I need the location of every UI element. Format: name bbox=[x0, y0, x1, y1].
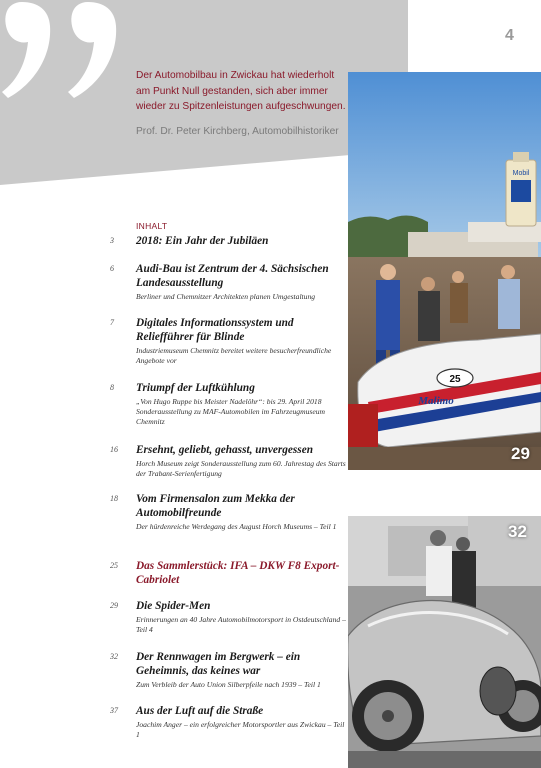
toc-subtitle: „Von Hugo Ruppe bis Meister Nadelöhr“: bis 29. April 2018 Sonderausstellung zu MAF-Automobilen im Fahrzeugmuseum Chemnitz bbox=[136, 397, 325, 426]
toc-page-number: 3 bbox=[110, 236, 114, 245]
toc-heading: INHALT bbox=[136, 221, 168, 231]
race-photo-illustration bbox=[348, 72, 541, 470]
photo-page-badge: 32 bbox=[508, 522, 527, 541]
quote-text: Der Automobilbau in Zwickau hat wiederholt am Punkt Null gestanden, sich aber immer wieder zu Spitzenleistungen aufgeschwungen. bbox=[136, 70, 346, 112]
mobil-sign-text: Mobil bbox=[512, 170, 530, 177]
page-number: 4 bbox=[505, 27, 514, 44]
toc-title: Ersehnt, geliebt, gehasst, unvergessen bbox=[136, 444, 313, 456]
race-photo bbox=[348, 72, 541, 470]
toc-title: Triumpf der Luftkühlung bbox=[136, 382, 255, 394]
toc-page-number: 7 bbox=[110, 318, 114, 327]
car-number-text: 25 bbox=[449, 374, 461, 385]
toc-title: Die Spider-Men bbox=[136, 600, 211, 612]
toc-subtitle: Der hürdenreiche Werdegang des August Horch Museums – Teil 1 bbox=[136, 522, 337, 531]
toc-page-number: 16 bbox=[110, 445, 118, 454]
quote-marks-icon bbox=[0, 0, 130, 100]
toc-page-number: 18 bbox=[110, 494, 118, 503]
toc-page-number: 8 bbox=[110, 383, 114, 392]
toc-page-number: 25 bbox=[110, 561, 118, 570]
car-livery-text: Malimo bbox=[418, 395, 454, 407]
toc-page-number: 6 bbox=[110, 264, 114, 273]
silver-arrow-photo bbox=[348, 516, 541, 768]
toc-title: Aus der Luft auf die Straße bbox=[136, 705, 264, 717]
quote-author: Prof. Dr. Peter Kirchberg, Automobilhistoriker bbox=[136, 126, 339, 137]
toc-subtitle: Horch Museum zeigt Sonderausstellung zum 60. Jahrestag des Starts der Trabant-Serienfertigung bbox=[136, 459, 346, 478]
toc-subtitle: Erinnerungen an 40 Jahre Automobilmotorsport in Ostdeutschland – Teil 4 bbox=[136, 615, 346, 634]
toc-title: Das Sammlerstück: IFA – DKW F8 Export-Cabriolet bbox=[136, 560, 340, 586]
toc-title: Audi-Bau ist Zentrum der 4. Sächsischen Landesausstellung bbox=[136, 263, 329, 289]
toc-page-number: 29 bbox=[110, 601, 118, 610]
toc-subtitle: Industriemuseum Chemnitz bereitet weitere besucherfreundliche Angebote vor bbox=[136, 346, 332, 365]
toc-title: Vom Firmensalon zum Mekka der Automobilfreunde bbox=[136, 493, 295, 519]
toc-subtitle: Zum Verbleib der Auto Union Silberpfeile nach 1939 – Teil 1 bbox=[136, 680, 321, 689]
toc-title: Digitales Informationssystem und Reliefführer für Blinde bbox=[136, 317, 294, 343]
silver-arrow-illustration bbox=[348, 516, 541, 768]
toc-title: Der Rennwagen im Bergwerk – ein Geheimnis, das keines war bbox=[136, 651, 301, 677]
toc-page-number: 32 bbox=[110, 652, 118, 661]
toc-subtitle: Joachim Anger – ein erfolgreicher Motorsportler aus Zwickau – Teil 1 bbox=[136, 720, 345, 739]
toc-page-number: 37 bbox=[110, 706, 118, 715]
toc-subtitle: Berliner und Chemnitzer Architekten planen Umgestaltung bbox=[136, 292, 316, 301]
photo-page-badge: 29 bbox=[511, 444, 530, 463]
toc-title: 2018: Ein Jahr der Jubiläen bbox=[136, 235, 269, 247]
